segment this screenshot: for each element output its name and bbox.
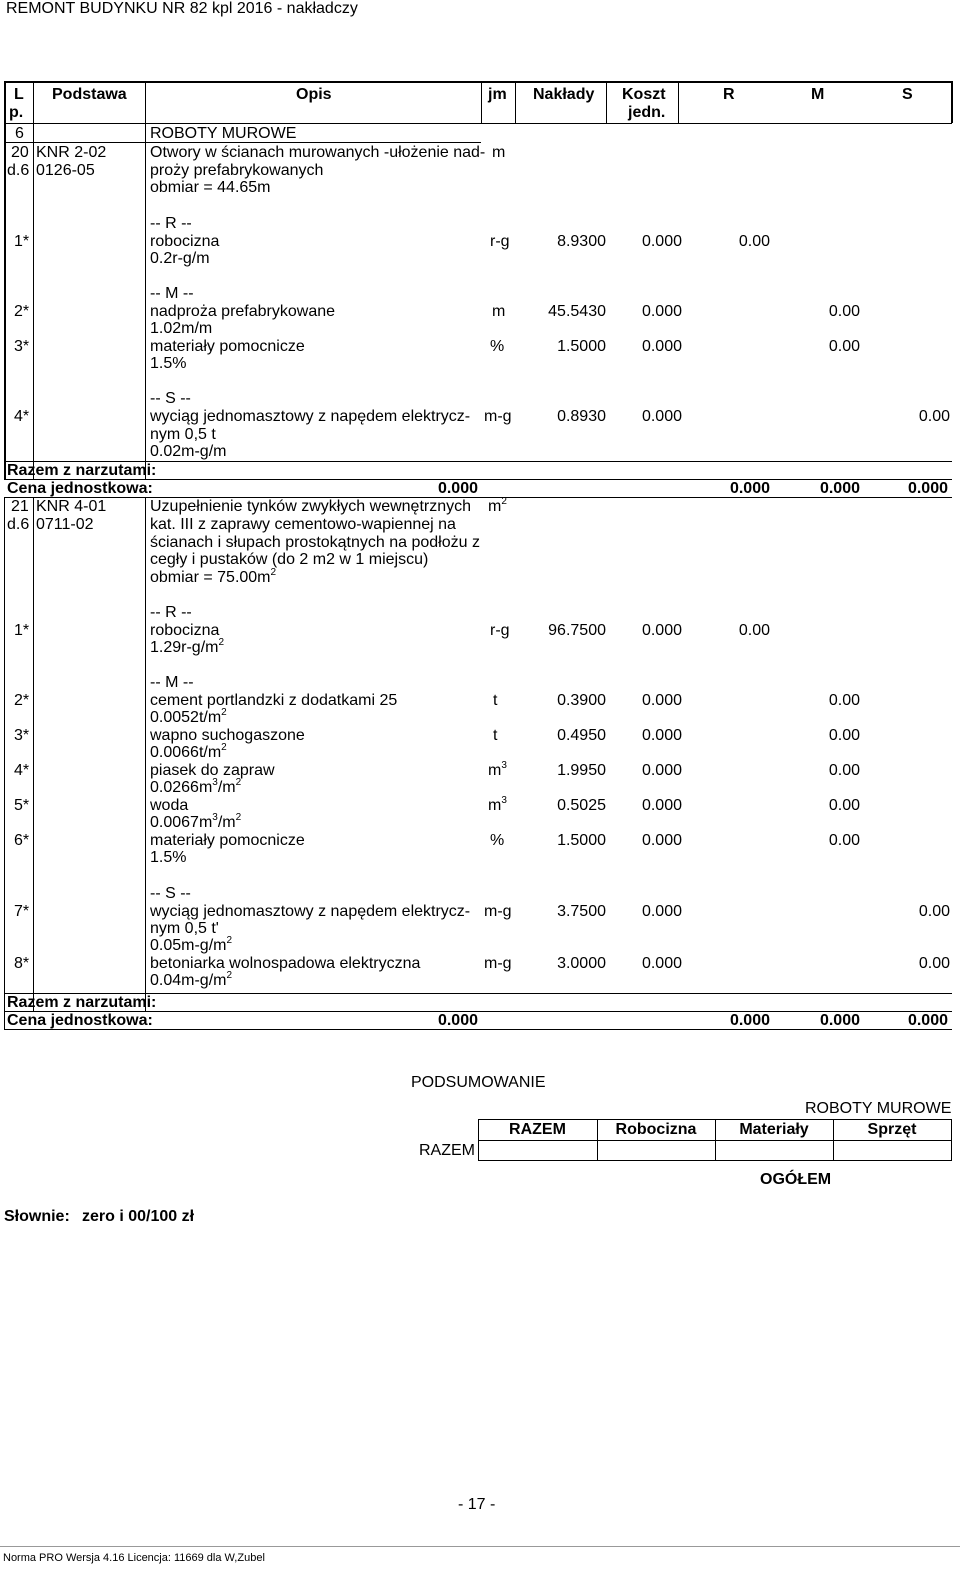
pos20-cena-bottom xyxy=(4,497,952,498)
pos21-s7-koszt: 0.000 xyxy=(641,903,682,920)
pos20-s4-name-cont: nym 0,5 t xyxy=(150,426,216,443)
footer-divider xyxy=(0,1546,960,1547)
pos21-r1-value: 0.00 xyxy=(738,622,770,639)
pos20-s4-value: 0.00 xyxy=(918,408,950,425)
pos21-m5-name: woda xyxy=(150,797,189,814)
pos21-m6-name: materiały pomocnicze xyxy=(150,832,305,849)
pos21-podstawa: KNR 4-01 xyxy=(36,498,107,515)
pos20-m2-name: nadproża prefabrykowane xyxy=(150,303,336,320)
license-text: Norma PRO Wersja 4.16 Licencja: 11669 dla W,Zubel xyxy=(3,1552,265,1564)
pos20-opis-line2: proży prefabrykowanych xyxy=(150,162,324,179)
pos20-r1-naklady: 8.9300 xyxy=(557,233,606,250)
pos20-cena-r: 0.000 xyxy=(729,480,770,497)
col-divider-lp xyxy=(33,81,34,479)
pos21-m2-jm: t xyxy=(493,692,498,709)
table-header-bottom xyxy=(4,123,952,124)
pos21-s-heading: -- S -- xyxy=(150,885,191,902)
summary-col-materialy: Materiały xyxy=(739,1121,809,1138)
pos21-opis-line2: kat. III z zaprawy cementowo-wapiennej na xyxy=(150,516,456,533)
col2-divider-lp xyxy=(33,497,34,1012)
pos20-m3-name: materiały pomocnicze xyxy=(150,338,305,355)
col-s: S xyxy=(902,86,913,103)
table-top-border xyxy=(4,81,952,83)
pos21-m6-jm: % xyxy=(490,832,505,849)
pos21-s8-jm: m-g xyxy=(484,955,512,972)
col-lp-line1: L xyxy=(14,86,24,103)
pos20-s4-jm: m-g xyxy=(484,408,512,425)
pos20-m3-koszt: 0.000 xyxy=(641,338,682,355)
pos20-s4-naklady: 0.8930 xyxy=(557,408,606,425)
pos20-r-heading: -- R -- xyxy=(150,215,192,232)
col-opis: Opis xyxy=(296,86,332,103)
col-koszt-line1: Koszt xyxy=(622,86,666,103)
pos20-lp-sub: d.6 xyxy=(7,162,30,179)
summary-col-sprzet: Sprzęt xyxy=(867,1121,917,1138)
pos21-m4-jm: $m^3$ xyxy=(488,760,507,779)
col-m: M xyxy=(811,86,825,103)
col-podstawa: Podstawa xyxy=(52,86,127,103)
pos21-cena-r: 0.000 xyxy=(729,1012,770,1029)
col-naklady: Nakłady xyxy=(533,86,595,103)
pos20-m3-norm: 1.5% xyxy=(150,355,187,372)
pos21-r1-koszt: 0.000 xyxy=(641,622,682,639)
col-r: R xyxy=(723,86,735,103)
pos21-s7-jm: m-g xyxy=(484,903,512,920)
summary-section: ROBOTY MUROWE xyxy=(805,1100,952,1117)
pos20-cena-s: 0.000 xyxy=(907,480,948,497)
pos21-r1-naklady: 96.7500 xyxy=(548,622,606,639)
pos21-s8-value: 0.00 xyxy=(918,955,950,972)
pos21-m2-value: 0.00 xyxy=(828,692,860,709)
col-divider-opis xyxy=(481,81,482,123)
section-title: ROBOTY MUROWE xyxy=(150,125,297,142)
pos21-lp: 21 xyxy=(11,498,29,515)
pos21-cena-koszt: 0.000 xyxy=(437,1012,478,1029)
pos21-cena-m: 0.000 xyxy=(819,1012,860,1029)
pos21-m5-jm: $m^3$ xyxy=(488,795,507,814)
pos21-s7-name: wyciąg jednomasztowy z napędem elektrycz- xyxy=(150,903,471,920)
pos21-m-heading: -- M -- xyxy=(150,674,194,691)
pos21-m2-lp: 2* xyxy=(14,692,30,709)
pos21-opis-line1: Uzupełnienie tynków zwykłych wewnętrznych xyxy=(150,498,472,515)
page-number: - 17 - xyxy=(458,1496,496,1513)
pos21-m4-koszt: 0.000 xyxy=(641,762,682,779)
col-divider-jm xyxy=(515,81,516,123)
pos20-m-heading: -- M -- xyxy=(150,285,194,302)
pos21-m3-jm: t xyxy=(493,727,498,744)
pos20-m3-value: 0.00 xyxy=(828,338,860,355)
pos21-r-heading: -- R -- xyxy=(150,604,192,621)
pos21-m3-lp: 3* xyxy=(14,727,30,744)
pos20-cena-koszt: 0.000 xyxy=(437,480,478,497)
col-lp-line2: p. xyxy=(9,104,24,121)
pos20-opis-line1: Otwory w ścianach murowanych -ułożenie nad- xyxy=(150,144,486,161)
pos21-m2-norm: $0.0052t/m^2$ xyxy=(150,707,227,726)
pos21-m4-lp: 4* xyxy=(14,762,30,779)
pos21-m2-name: cement portlandzki z dodatkami 25 xyxy=(150,692,398,709)
pos21-s8-naklady: 3.0000 xyxy=(557,955,606,972)
pos21-m5-koszt: 0.000 xyxy=(641,797,682,814)
col-divider-koszt xyxy=(678,81,679,123)
pos21-m3-koszt: 0.000 xyxy=(641,727,682,744)
pos21-m5-value: 0.00 xyxy=(828,797,860,814)
pos20-r1-lp: 1* xyxy=(14,233,30,250)
pos21-m4-naklady: 1.9950 xyxy=(557,762,606,779)
pos20-m2-koszt: 0.000 xyxy=(641,303,682,320)
pos21-s7-lp: 7* xyxy=(14,903,30,920)
pos20-s-heading: -- S -- xyxy=(150,390,191,407)
pos21-m5-lp: 5* xyxy=(14,797,30,814)
pos21-s7-norm: $0.05m-g/m^2$ xyxy=(150,935,233,954)
pos21-jm: $m^2$ xyxy=(488,496,507,515)
pos21-s8-name: betoniarka wolnospadowa elektryczna xyxy=(150,955,421,972)
table2-left-border xyxy=(4,497,5,1030)
pos21-r1-norm: $1.29r-g/m^2$ xyxy=(150,637,225,656)
col-divider-podstawa xyxy=(145,81,146,479)
pos21-m4-norm: $0.0266m^3/m^2$ xyxy=(150,777,242,796)
col-jm: jm xyxy=(488,86,507,103)
pos21-s8-norm: $0.04m-g/m^2$ xyxy=(150,970,233,989)
summary-ogolem: OGÓŁEM xyxy=(760,1171,832,1188)
pos21-m5-norm: $0.0067m^3/m^2$ xyxy=(150,812,242,831)
pos20-m3-naklady: 1.5000 xyxy=(557,338,606,355)
pos21-m6-value: 0.00 xyxy=(828,832,860,849)
pos20-m2-naklady: 45.5430 xyxy=(548,303,606,320)
pos20-m3-jm: % xyxy=(490,338,505,355)
pos21-podstawa-sub: 0711-02 xyxy=(36,516,94,533)
table-bottom-border xyxy=(4,1029,952,1030)
pos21-s8-koszt: 0.000 xyxy=(641,955,682,972)
section-number: 6 xyxy=(15,125,24,142)
pos21-opis-line3: ścianach i słupach prostokątnych na podłożu z xyxy=(150,534,480,551)
pos20-podstawa: KNR 2-02 xyxy=(36,144,107,161)
pos21-s7-name-cont: nym 0,5 t' xyxy=(150,920,219,937)
pos20-s4-koszt: 0.000 xyxy=(641,408,682,425)
col-koszt-line2: jedn. xyxy=(628,104,666,121)
pos20-r1-koszt: 0.000 xyxy=(641,233,682,250)
pos20-razem-label: Razem z narzutami: xyxy=(7,462,157,479)
pos21-m6-norm: 1.5% xyxy=(150,849,187,866)
col-divider-naklady xyxy=(606,81,607,123)
summary-title: PODSUMOWANIE xyxy=(411,1074,546,1091)
pos20-obmiar: obmiar = 44.65m xyxy=(150,179,271,196)
pos21-m2-koszt: 0.000 xyxy=(641,692,682,709)
pos21-s7-naklady: 3.7500 xyxy=(557,903,606,920)
pos21-lp-sub: d.6 xyxy=(7,516,30,533)
summary-bottom-border xyxy=(478,1160,952,1161)
pos21-m6-koszt: 0.000 xyxy=(641,832,682,849)
summary-right-border xyxy=(951,1119,952,1160)
pos21-cena-label: Cena jednostkowa: xyxy=(7,1012,153,1029)
pos20-m2-norm: 1.02m/m xyxy=(150,320,213,337)
pos21-opis-line4: cegły i pustaków (do 2 m2 w 1 miejscu) xyxy=(150,551,429,568)
summary-row-label: RAZEM xyxy=(419,1142,475,1159)
pos21-r1-name: robocizna xyxy=(150,622,220,639)
pos21-m3-naklady: 0.4950 xyxy=(557,727,606,744)
pos20-r1-value: 0.00 xyxy=(738,233,770,250)
pos20-lp: 20 xyxy=(11,144,29,161)
pos21-m3-value: 0.00 xyxy=(828,727,860,744)
pos20-m2-lp: 2* xyxy=(14,303,30,320)
table-right-border xyxy=(951,81,953,123)
pos20-podstawa-sub: 0126-05 xyxy=(36,162,95,179)
pos21-m3-norm: $0.0066t/m^2$ xyxy=(150,742,227,761)
pos20-r1-norm: 0.2r-g/m xyxy=(150,250,210,267)
pos21-r1-lp: 1* xyxy=(14,622,30,639)
pos20-s4-lp: 4* xyxy=(14,408,30,425)
pos21-cena-s: 0.000 xyxy=(907,1012,948,1029)
table-left-border xyxy=(4,81,6,479)
pos20-cena-label: Cena jednostkowa: xyxy=(7,480,153,497)
pos20-s4-norm: 0.02m-g/m xyxy=(150,443,227,460)
section-row-border xyxy=(4,142,481,143)
pos20-cena-m: 0.000 xyxy=(819,480,860,497)
slownie-label: Słownie: xyxy=(4,1208,70,1225)
pos20-s4-name: wyciąg jednomasztowy z napędem elektrycz- xyxy=(150,408,471,425)
pos21-r1-jm: r-g xyxy=(490,622,510,639)
col2-divider-podstawa xyxy=(145,497,146,1012)
pos20-r1-jm: r-g xyxy=(490,233,510,250)
pos21-m2-naklady: 0.3900 xyxy=(557,692,606,709)
summary-col-robocizna: Robocizna xyxy=(615,1121,697,1138)
pos20-r1-name: robocizna xyxy=(150,233,220,250)
pos21-razem-label: Razem z narzutami: xyxy=(7,994,157,1011)
pos21-obmiar: obmiar = $75.00m^2$ xyxy=(150,567,277,586)
slownie-value: zero i 00/100 zł xyxy=(82,1208,195,1225)
pos21-m3-name: wapno suchogaszone xyxy=(150,727,305,744)
pos20-m3-lp: 3* xyxy=(14,338,30,355)
document-title: REMONT BUDYNKU NR 82 kpl 2016 - nakładczy xyxy=(6,0,358,17)
pos20-m2-jm: m xyxy=(492,303,506,320)
pos21-m4-value: 0.00 xyxy=(828,762,860,779)
pos21-s7-value: 0.00 xyxy=(918,903,950,920)
pos21-s8-lp: 8* xyxy=(14,955,30,972)
pos21-m6-naklady: 1.5000 xyxy=(557,832,606,849)
summary-col-razem: RAZEM xyxy=(509,1121,566,1138)
pos21-m4-name: piasek do zapraw xyxy=(150,762,275,779)
pos20-m2-value: 0.00 xyxy=(828,303,860,320)
pos21-m5-naklady: 0.5025 xyxy=(557,797,606,814)
pos21-m6-lp: 6* xyxy=(14,832,30,849)
pos20-jm: m xyxy=(492,144,506,161)
